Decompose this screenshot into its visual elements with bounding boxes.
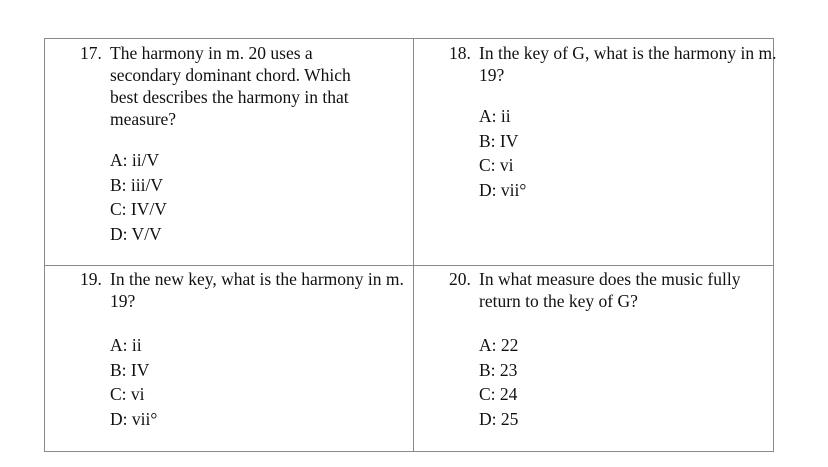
answer-options (110, 333, 157, 431)
question-cell-18 (414, 39, 777, 266)
question-text: In what measure does the music fully return to the key of G? (479, 269, 741, 311)
answer-option-c[interactable]: C: vi (110, 384, 145, 404)
answer-option-c[interactable]: C: 24 (479, 384, 518, 404)
question-cell-17 (45, 39, 414, 266)
answer-option-d[interactable]: D: V/V (110, 223, 162, 244)
question-text: In the new key, what is the harmony in m. 19? (110, 269, 404, 311)
answer-option-c[interactable]: C: vi (479, 155, 514, 175)
question-number: 17. (80, 43, 102, 63)
answer-option-d[interactable]: D: vii° (479, 179, 527, 200)
answer-option-a[interactable]: A: 22 (479, 335, 519, 355)
answer-option-a[interactable]: A: ii (479, 106, 511, 126)
answer-option-d[interactable]: D: 25 (479, 408, 519, 429)
question-cell-19 (45, 266, 414, 451)
answer-option-b[interactable]: B: IV (479, 130, 519, 151)
question-prompt (449, 268, 779, 312)
answer-option-b[interactable]: B: 23 (479, 359, 518, 380)
answer-option-a[interactable]: A: ii (110, 335, 142, 355)
question-cell-20 (414, 266, 773, 451)
question-text: In the key of G, what is the harmony in m. 19? (479, 43, 777, 85)
answer-option-d[interactable]: D: vii° (110, 408, 158, 429)
question-number: 18. (449, 43, 471, 63)
question-prompt (80, 42, 380, 130)
question-prompt (449, 42, 779, 86)
question-number: 20. (449, 269, 471, 289)
answer-options (479, 104, 526, 202)
question-table (44, 38, 777, 452)
answer-option-b[interactable]: B: iii/V (110, 174, 163, 195)
answer-option-a[interactable]: A: ii/V (110, 150, 160, 170)
answer-option-b[interactable]: B: IV (110, 359, 150, 380)
question-number: 19. (80, 269, 102, 289)
question-prompt (80, 268, 410, 312)
answer-options (110, 148, 167, 246)
question-text: The harmony in m. 20 uses a secondary dominant chord. Which best describes the harmony in that measure? (110, 43, 351, 129)
answer-options (479, 333, 518, 431)
answer-option-c[interactable]: C: IV/V (110, 199, 167, 219)
